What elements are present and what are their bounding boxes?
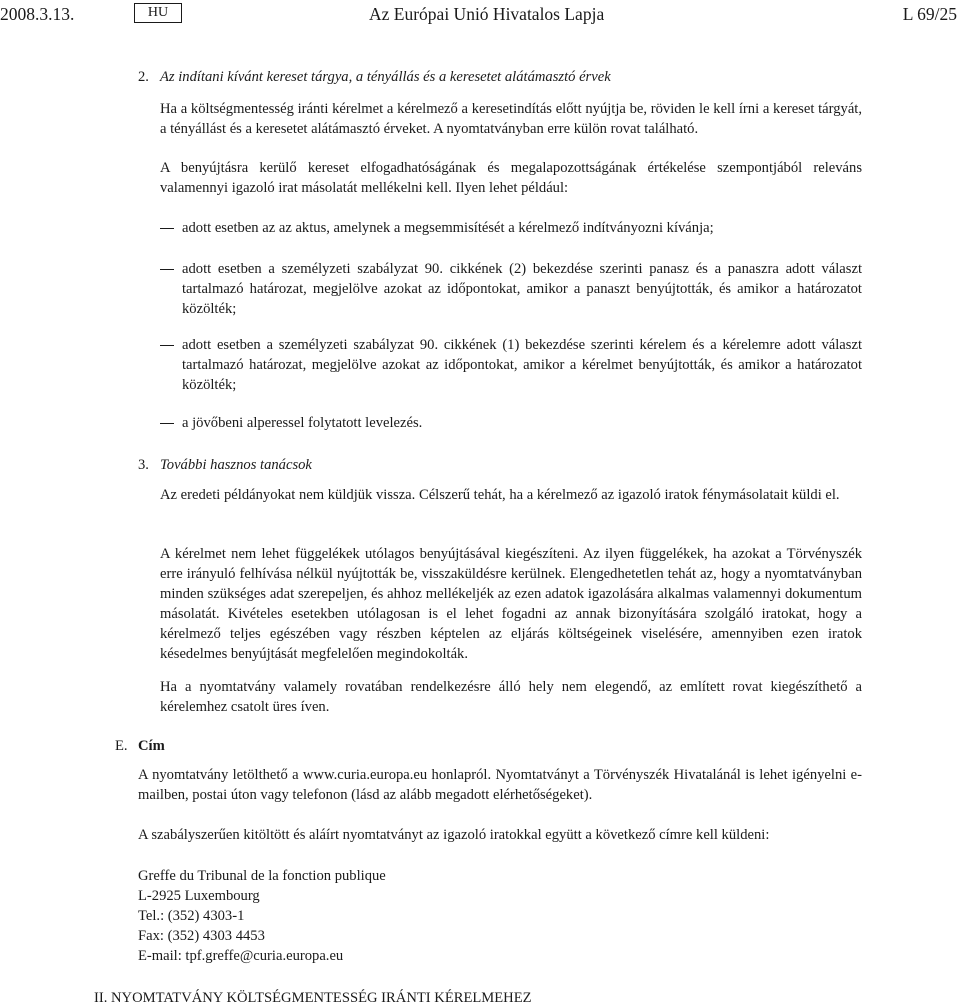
dash-bullet bbox=[160, 269, 174, 270]
dash-bullet bbox=[160, 423, 174, 424]
language-code-box: HU bbox=[134, 3, 182, 23]
list-item bbox=[160, 259, 862, 319]
dash-bullet bbox=[160, 228, 174, 229]
dash-bullet bbox=[160, 345, 174, 346]
list-item bbox=[160, 335, 862, 395]
list-item-text: adott esetben a személyzeti szabályzat 90. cikkének (2) bekezdése szerinti panasz és a panaszra adott választ tartalmazó határozat, megjelölve azokat az időpontokat, amikor a panaszt benyújtották, és amikor a határozatot közölték; bbox=[182, 261, 862, 317]
part-ii-heading: II. NYOMTATVÁNY KÖLTSÉGMENTESSÉG IRÁNTI KÉRELMEHEZ bbox=[94, 990, 532, 1006]
section-2-number: 2. bbox=[138, 69, 149, 85]
address-line: Greffe du Tribunal de la fonction publique bbox=[138, 868, 386, 884]
section-3-number: 3. bbox=[138, 457, 149, 473]
section-2-paragraph-2: A benyújtásra kerülő kereset elfogadhatóságának és megalapozottságának értékelése szempontjából releváns valamennyi igazoló irat másolatát mellékelni kell. Ilyen lehet például: bbox=[160, 160, 862, 196]
section-e-paragraph-2: A szabályszerűen kitöltött és aláírt nyomtatványt az igazoló iratokkal együtt a következő címre kell küldeni: bbox=[138, 827, 770, 843]
section-e-title: Cím bbox=[138, 738, 165, 754]
section-3-paragraph-1: Az eredeti példányokat nem küldjük vissza. Célszerű tehát, ha a kérelmező az igazoló iratok fénymásolatait küldi el. bbox=[160, 487, 840, 503]
list-item bbox=[160, 218, 862, 238]
section-3-title: További hasznos tanácsok bbox=[160, 457, 312, 473]
page-reference: L 69/25 bbox=[902, 4, 957, 24]
section-3-paragraph-3: Ha a nyomtatvány valamely rovatában rendelkezésre álló hely nem elegendő, az említett rovat kiegészíthető a kérelemhez csatolt üres íven. bbox=[160, 679, 862, 715]
address-phone: Tel.: (352) 4303-1 bbox=[138, 908, 245, 924]
list-item bbox=[160, 413, 862, 433]
section-e-paragraph-1: A nyomtatvány letölthető a www.curia.europa.eu honlapról. Nyomtatványt a Törvényszék Hivatalánál is lehet igényelni e-mailben, postai úton vagy telefonon (lásd az alább megadott elérhetőségeket). bbox=[138, 767, 862, 803]
section-2-title: Az indítani kívánt kereset tárgya, a tényállás és a keresetet alátámasztó érvek bbox=[160, 69, 611, 85]
page-header bbox=[0, 3, 960, 27]
postal-address bbox=[138, 866, 862, 966]
address-email: E-mail: tpf.greffe@curia.europa.eu bbox=[138, 948, 344, 964]
address-line: L-2925 Luxembourg bbox=[138, 888, 260, 904]
address-fax: Fax: (352) 4303 4453 bbox=[138, 928, 265, 944]
header-date: 2008.3.13. bbox=[0, 4, 75, 24]
section-2-paragraph-1: Ha a költségmentesség iránti kérelmet a kérelmező a keresetindítás előtt nyújtja be, röviden le kell írni a kereset tárgyát, a tényállást és a keresetet alátámasztó érveket. A nyomtatványban erre külön rovat található. bbox=[160, 101, 862, 137]
journal-title: Az Európai Unió Hivatalos Lapja bbox=[369, 4, 605, 24]
section-3-paragraph-2: A kérelmet nem lehet függelékek utólagos benyújtásával kiegészíteni. Az ilyen függelékek, ha azokat a Törvényszék erre irányuló felhívása nélkül nyújtották be, visszaküldésre kerülnek. Elengedhetetlen tehát az, hogy a nyomtatványban minden szükséges adat szerepeljen, és ahhoz mellékeljék az ezen adatok igazolására alkalmas valamennyi dokumentum másolatát. Kivételes esetekben utólagosan is el lehet fogadni az annak bizonyítására szolgáló iratokat, hogy a kérelmező teljes egészében vagy részben képtelen az eljárás költségeinek viselésére, amennyiben ezen iratok késedelmes benyújtását megfelelően megindokolták. bbox=[160, 546, 862, 662]
list-item-text: adott esetben az az aktus, amelynek a megsemmisítését a kérelmező indítványozni kívánja; bbox=[182, 220, 714, 236]
section-e-letter: E. bbox=[115, 738, 128, 754]
list-item-text: a jövőbeni alperessel folytatott levelezés. bbox=[182, 415, 423, 431]
list-item-text: adott esetben a személyzeti szabályzat 90. cikkének (1) bekezdése szerinti kérelem és a kérelemre adott választ tartalmazó határozat, megjelölve azokat az időpontokat, amikor a kérelmet benyújtották, és amikor a határozatot közölték; bbox=[182, 337, 862, 393]
